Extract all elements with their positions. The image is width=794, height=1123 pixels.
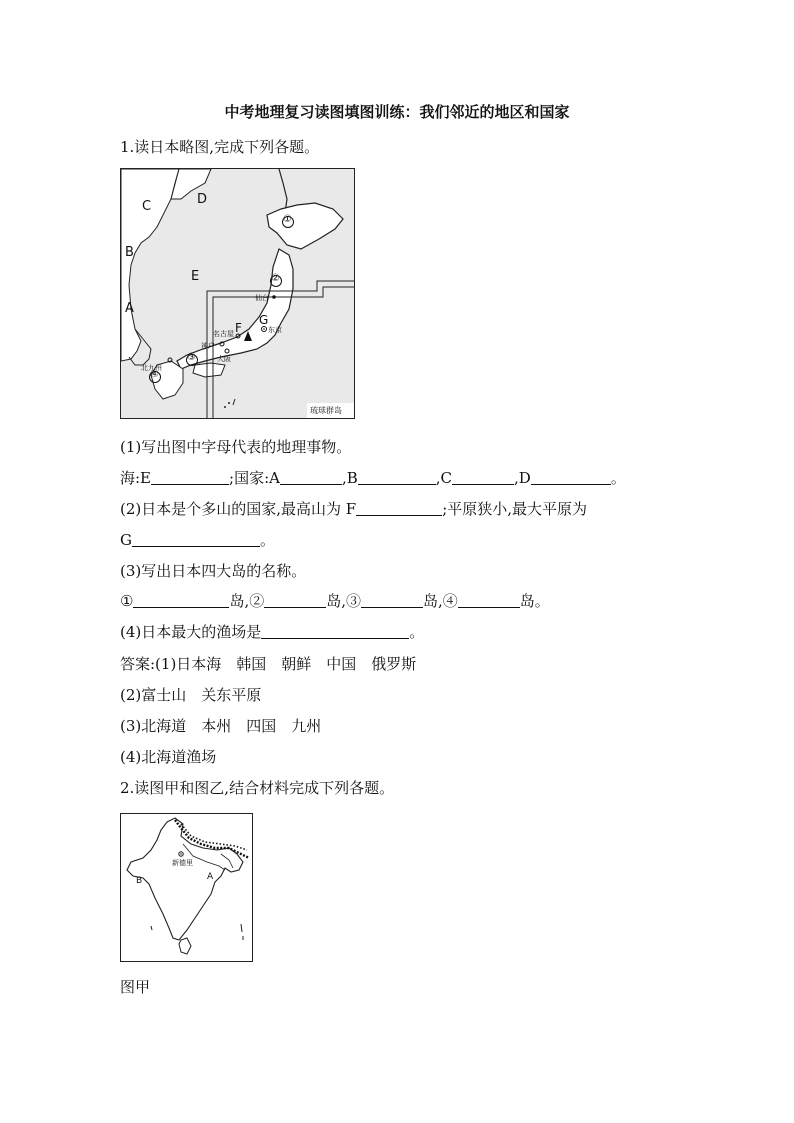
q1-sub3: (3)写出日本四大岛的名称。 xyxy=(120,562,307,580)
blank-b[interactable] xyxy=(358,470,436,485)
q1-sub1-fill xyxy=(120,467,626,488)
map-circle-1: ① xyxy=(283,214,292,225)
map-circle-4: ④ xyxy=(150,369,159,380)
map-letter-a: A xyxy=(125,301,134,316)
map-letter-f: F xyxy=(235,321,242,335)
sub4-text: (4)日本最大的渔场是 xyxy=(120,623,262,641)
japan-map xyxy=(120,168,355,419)
city-tokyo: 东京 xyxy=(268,326,282,334)
sub2-mid: ;平原狭小,最大平原为 xyxy=(442,500,588,518)
map-letter-e: E xyxy=(191,269,200,284)
sub2-end: 。 xyxy=(259,531,275,549)
india-map xyxy=(120,813,253,962)
map-circle-3: ③ xyxy=(187,352,196,363)
blank-fishery[interactable] xyxy=(261,624,409,639)
q1-sub2-g xyxy=(120,529,275,550)
country-prefix: ;国家:A xyxy=(229,469,280,487)
blank-c[interactable] xyxy=(452,470,514,485)
figure-caption: 图甲 xyxy=(120,978,151,996)
sep-c: ,C xyxy=(435,469,453,487)
blank-e[interactable] xyxy=(151,470,229,485)
q1-sub1: (1)写出图中字母代表的地理事物。 xyxy=(120,438,352,456)
map-letter-d: D xyxy=(197,192,208,207)
city-nagoya: 名古屋 xyxy=(213,330,234,338)
sep-d: ,D xyxy=(514,469,531,487)
city-osaka: 大阪 xyxy=(217,355,231,363)
sub2-text: (2)日本是个多山的国家,最高山为 F xyxy=(120,500,357,518)
map-letter-b: B xyxy=(125,245,134,260)
island-1-prefix: ① xyxy=(120,592,134,610)
blank-island-3[interactable] xyxy=(361,593,423,608)
blank-island-1[interactable] xyxy=(133,593,229,608)
map-letter-g: G xyxy=(259,313,269,327)
island-2-suffix: 岛,③ xyxy=(326,592,362,610)
island-3-suffix: 岛,④ xyxy=(423,592,458,610)
blank-d[interactable] xyxy=(531,470,611,485)
doc-title: 中考地理复习读图填图训练：我们邻近的地区和国家 xyxy=(224,103,570,121)
city-sendai: 仙台 xyxy=(255,294,269,302)
sep-b: ,B xyxy=(341,469,358,487)
q1-sub4 xyxy=(120,621,424,642)
blank-island-2[interactable] xyxy=(264,593,326,608)
inset-label: 琉球群岛 xyxy=(310,406,342,415)
sub4-end: 。 xyxy=(409,623,425,641)
sub1-end: 。 xyxy=(610,469,626,487)
map-letter-c: C xyxy=(142,199,152,214)
blank-f[interactable] xyxy=(356,501,442,516)
answer-line-4: (4)北海道渔场 xyxy=(120,748,217,766)
answer-line-1: 答案:(1)日本海 韩国 朝鲜 中国 俄罗斯 xyxy=(120,655,417,673)
sea-prefix: 海:E xyxy=(120,469,152,487)
map-circle-2: ② xyxy=(271,273,280,284)
q1-prompt: 1.读日本略图,完成下列各题。 xyxy=(120,138,320,156)
blank-g[interactable] xyxy=(132,532,260,547)
blank-island-4[interactable] xyxy=(458,593,520,608)
answer-line-2: (2)富士山 关东平原 xyxy=(120,686,262,704)
city-kobe: 神户 xyxy=(201,342,215,350)
blank-a[interactable] xyxy=(280,470,342,485)
india-letter-b: B xyxy=(136,876,143,886)
q1-sub3-fill xyxy=(120,590,550,611)
india-letter-a: A xyxy=(207,872,214,882)
city-kitakyushu: 北九州 xyxy=(141,364,162,372)
q2-prompt: 2.读图甲和图乙,结合材料完成下列各题。 xyxy=(120,779,395,797)
city-new-delhi: 新德里 xyxy=(172,859,193,867)
g-prefix: G xyxy=(120,531,132,549)
q1-sub2 xyxy=(120,498,587,519)
island-4-suffix: 岛。 xyxy=(519,592,550,610)
answer-line-3: (3)北海道 本州 四国 九州 xyxy=(120,717,322,735)
island-1-suffix: 岛,② xyxy=(229,592,265,610)
